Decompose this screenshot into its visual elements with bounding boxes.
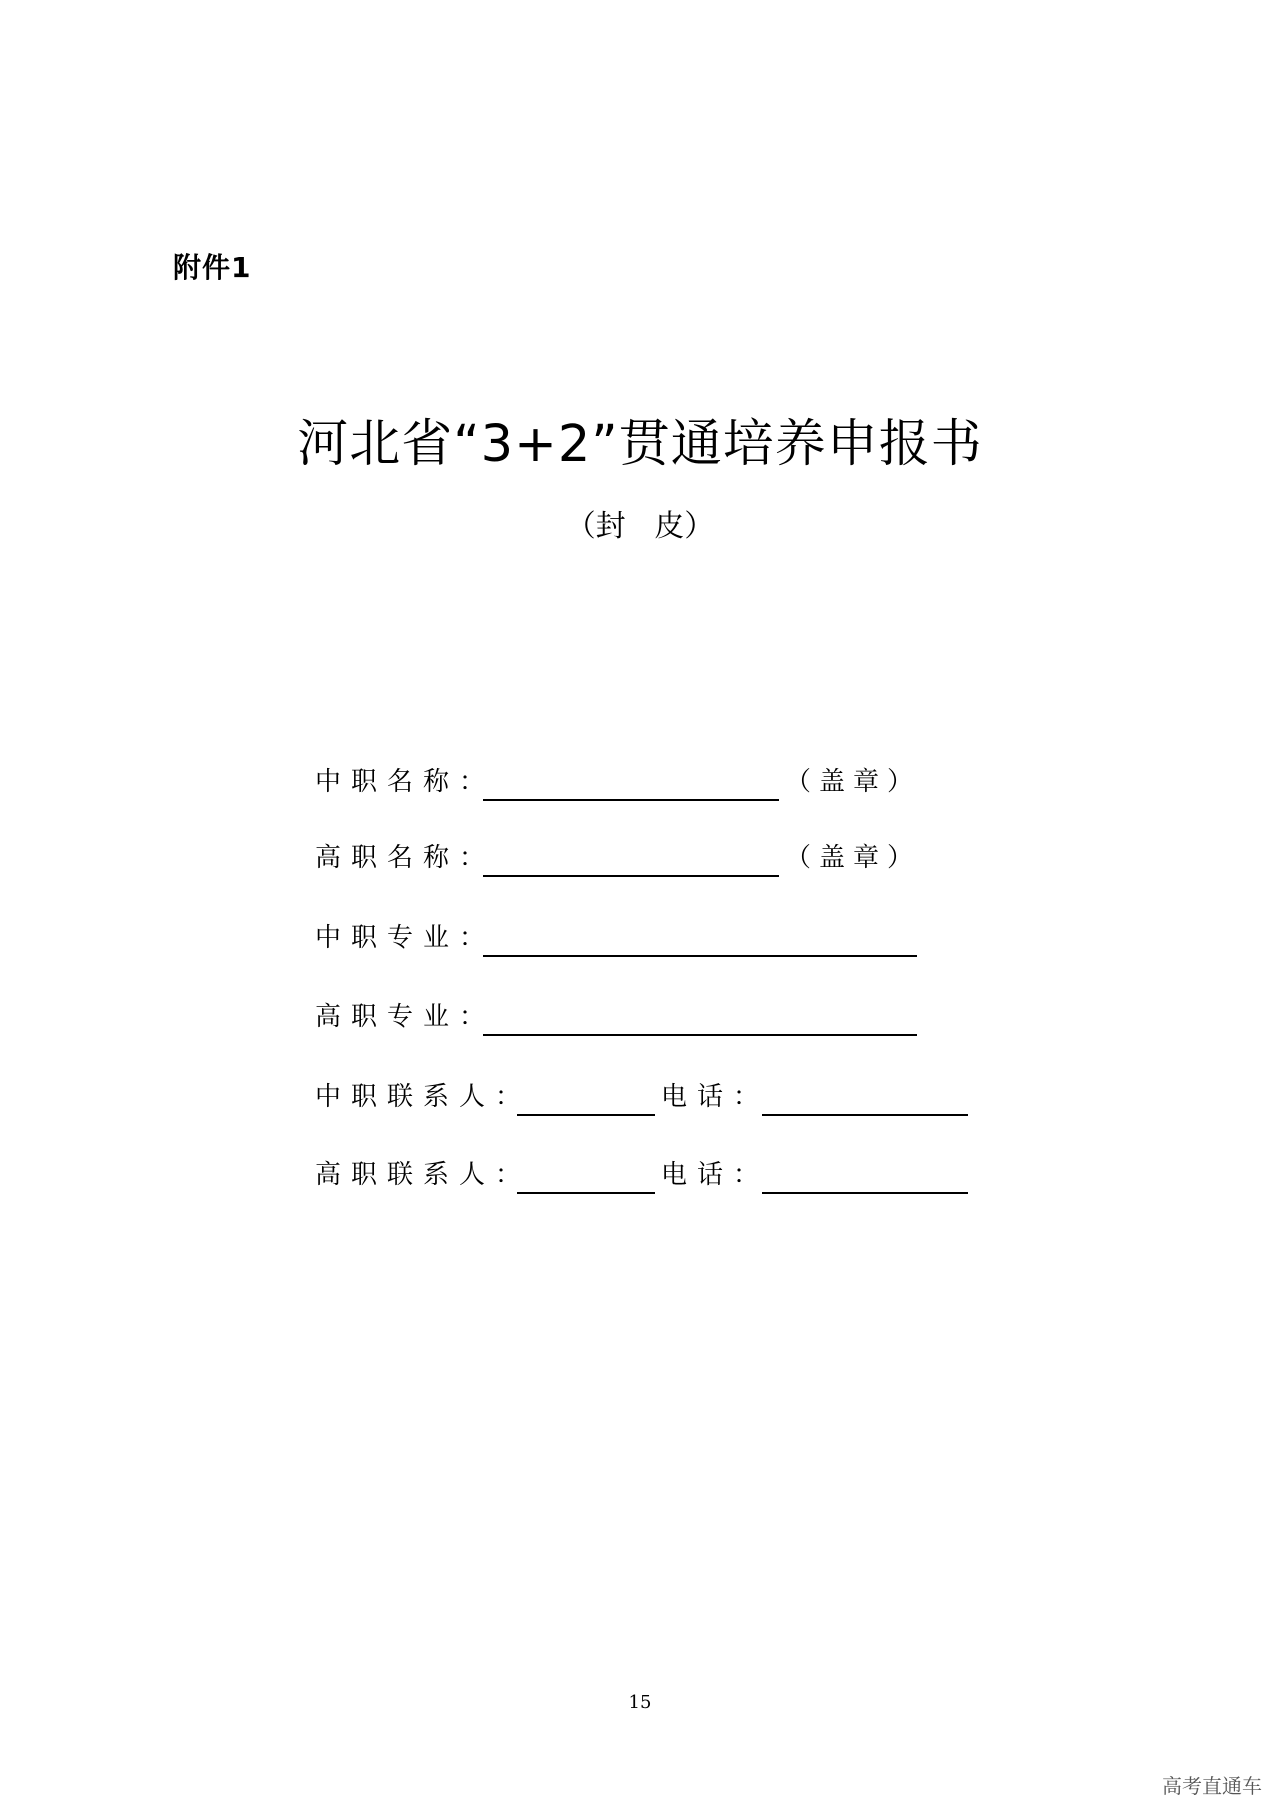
watermark: 高考直通车	[1162, 1774, 1262, 1798]
vocational-phone-input[interactable]	[762, 1114, 968, 1116]
higher-vocational-school-name-label: 高职名称：	[315, 843, 496, 873]
higher-vocational-school-name-field	[315, 838, 922, 878]
page-number: 15	[628, 1692, 652, 1713]
vocational-major-label: 中职专业：	[315, 923, 496, 953]
cover-title: 河北省“3+2”贯通培养申报书	[297, 415, 983, 474]
vocational-contact-label: 中职联系人：	[315, 1082, 532, 1112]
vocational-school-seal-note: （盖章）	[785, 767, 922, 797]
cover-subtitle: （封 皮）	[565, 509, 715, 544]
higher-vocational-contact-input[interactable]	[517, 1192, 655, 1194]
vocational-major-input[interactable]	[483, 955, 917, 957]
vocational-school-name-field	[315, 762, 922, 802]
higher-vocational-major-field	[315, 997, 915, 1037]
vocational-contact-field	[315, 1077, 975, 1117]
vocational-contact-input[interactable]	[517, 1114, 655, 1116]
vocational-school-name-label: 中职名称：	[315, 767, 496, 797]
higher-vocational-phone-input[interactable]	[762, 1192, 968, 1194]
higher-vocational-school-seal-note: （盖章）	[785, 843, 922, 873]
vocational-phone-label: 电话：	[661, 1082, 770, 1112]
higher-vocational-school-name-input[interactable]	[483, 875, 779, 877]
vocational-school-name-input[interactable]	[483, 799, 779, 801]
higher-vocational-contact-field	[315, 1155, 975, 1195]
vocational-major-field	[315, 918, 915, 958]
higher-vocational-major-label: 高职专业：	[315, 1002, 496, 1032]
higher-vocational-contact-label: 高职联系人：	[315, 1160, 532, 1190]
attachment-label: 附件1	[173, 251, 252, 284]
higher-vocational-phone-label: 电话：	[661, 1160, 770, 1190]
higher-vocational-major-input[interactable]	[483, 1034, 917, 1036]
